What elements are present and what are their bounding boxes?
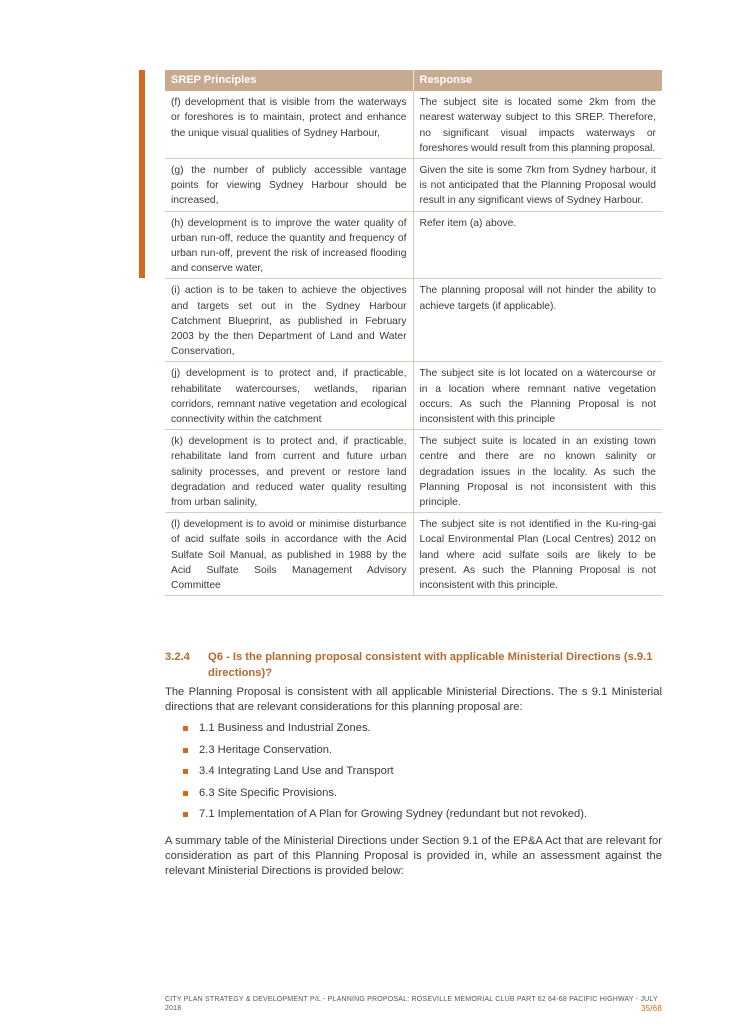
- table-row: [165, 430, 662, 513]
- table-row: [165, 91, 662, 158]
- list-item: [165, 807, 662, 829]
- table-header-row: [165, 70, 662, 91]
- principle-cell: (j) development is to protect and, if practicable, rehabilitate watercourses, wetlands, riparian corridors, remnant native vegetation and ecological connectivity within the catchment: [165, 362, 413, 430]
- section-number: 3.2.4: [165, 651, 190, 663]
- response-cell: The subject site is lot located on a watercourse or in a location where remnant native vegetation occurs. As such the Planning Proposal is not inconsistent with this principle: [413, 362, 662, 430]
- summary-paragraph: A summary table of the Ministerial Directions under Section 9.1 of the EP&A Act that are relevant for consideration as part of this Planning Proposal is provided in, while an assessment against the relevant Ministerial Directions is provided below:: [165, 834, 662, 878]
- list-item: [165, 764, 662, 786]
- table-row: [165, 362, 662, 430]
- list-item: [165, 786, 662, 808]
- list-item: [165, 721, 662, 743]
- square-bullet-icon: [183, 769, 188, 774]
- principle-cell: (h) development is to improve the water quality of urban run-off, reduce the quantity and frequency of urban run-off, prevent the risk of increased flooding and conserve water,: [165, 211, 413, 279]
- table-row: [165, 279, 662, 362]
- square-bullet-icon: [183, 812, 188, 817]
- srep-table-container: [165, 70, 662, 596]
- principle-cell: (k) development is to protect and, if practicable, rehabilitate land from current and future urban salinity processes, and prevent or restore land degradation and reduced water quality resulting from urban salinity,: [165, 430, 413, 513]
- header-srep-principles: SREP Principles: [165, 70, 413, 91]
- list-item-text: 7.1 Implementation of A Plan for Growing Sydney (redundant but not revoked).: [199, 808, 588, 821]
- principle-cell: (i) action is to be taken to achieve the objectives and targets set out in the Sydney Harbour Catchment Blueprint, as published in February 2003 by the then Department of Land and Water Conservation,: [165, 279, 413, 362]
- footer-line-2: 2018: [165, 1005, 182, 1012]
- section-title: Q6 - Is the planning proposal consistent with applicable Ministerial Directions (s.9.1 directions)?: [208, 651, 653, 679]
- principle-cell: (g) the number of publicly accessible vantage points for viewing Sydney Harbour should be increased,: [165, 159, 413, 212]
- response-cell: The subject site is located some 2km from the nearest waterway subject to this SREP. Therefore, no significant visual impacts waterways or foreshores would result from this planning proposal.: [413, 91, 662, 158]
- section-heading: [165, 650, 662, 681]
- table-row: [165, 513, 662, 596]
- intro-paragraph: The Planning Proposal is consistent with all applicable Ministerial Directions. The s 9.1 Ministerial directions that are relevant considerations for this planning proposal are:: [165, 686, 662, 714]
- list-item-text: 1.1 Business and Industrial Zones.: [199, 722, 371, 735]
- square-bullet-icon: [183, 791, 188, 796]
- footer-line-1: CITY PLAN STRATEGY & DEVELOPMENT P/L - PLANNING PROPOSAL: ROSEVILLE MEMORIAL CLUB PART 62 64-68 PACIFIC HIGHWAY - JULY: [165, 996, 658, 1003]
- response-cell: Given the site is some 7km from Sydney harbour, it is not anticipated that the Planning Proposal would result in any significant views of Sydney Harbour.: [413, 159, 662, 212]
- list-item: [165, 743, 662, 765]
- table-row: [165, 159, 662, 212]
- list-item-text: 6.3 Site Specific Provisions.: [199, 786, 338, 799]
- square-bullet-icon: [183, 726, 188, 731]
- principle-cell: (l) development is to avoid or minimise disturbance of acid sulfate soils in accordance with the Acid Sulfate Soil Manual, as published in 1988 by the Acid Sulfate Soils Management Advisory Committee: [165, 513, 413, 596]
- list-item-text: 2.3 Heritage Conservation.: [199, 743, 333, 756]
- list-item-text: 3.4 Integrating Land Use and Transport: [199, 765, 394, 778]
- directions-list: [165, 721, 662, 829]
- principle-cell: (f) development that is visible from the waterways or foreshores is to maintain, protect and enhance the unique visual qualities of Sydney Harbour,: [165, 91, 413, 158]
- response-cell: The subject site is not identified in the Ku-ring-gai Local Environmental Plan (Local Centres) 2012 on land where acid sulfate soils are likely to be present. As such the Planning Proposal is not inconsistent with this principle.: [413, 513, 662, 596]
- srep-principles-table: [165, 70, 662, 596]
- ministerial-directions-section: [165, 650, 662, 880]
- page-number: 35/68: [640, 1004, 662, 1013]
- header-response: Response: [413, 70, 662, 91]
- footer-row: [165, 1004, 662, 1013]
- response-cell: Refer item (a) above.: [413, 211, 662, 279]
- square-bullet-icon: [183, 748, 188, 753]
- page-footer: [165, 995, 662, 1013]
- response-cell: The planning proposal will not hinder the ability to achieve targets (if applicable).: [413, 279, 662, 362]
- accent-bar: [139, 70, 145, 278]
- table-row: [165, 211, 662, 279]
- response-cell: The subject suite is located in an existing town centre and there are no known salinity or degradation issues in the locality. As such the Planning Proposal is not inconsistent with this principle.: [413, 430, 662, 513]
